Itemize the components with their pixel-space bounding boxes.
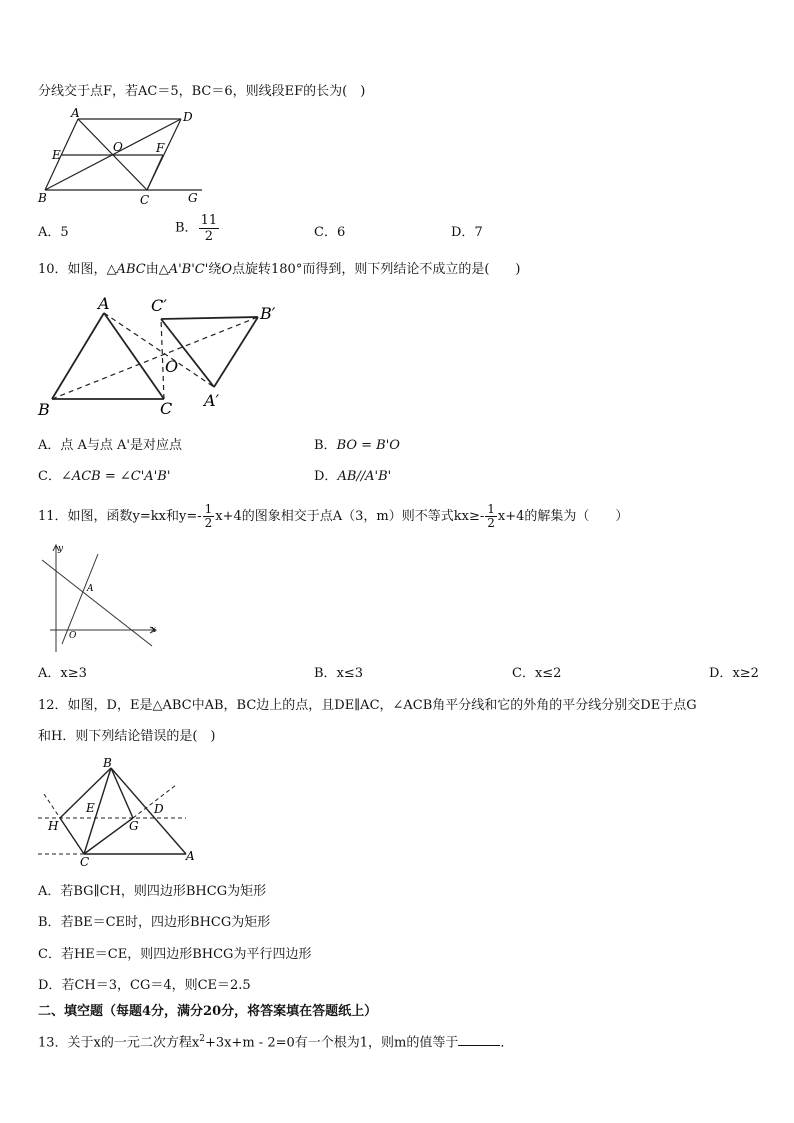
q11-option-b[interactable]: B．x≤3	[314, 666, 364, 681]
q12-label-e: E	[86, 801, 95, 815]
q11-option-c[interactable]: C．x≤2	[512, 666, 562, 681]
q9-option-c[interactable]: C．6	[314, 225, 346, 240]
q9-stem: 分线交于点F，若AC＝5，BC＝6，则线段EF的长为( )	[38, 84, 366, 99]
q13-answer-blank[interactable]	[458, 1033, 500, 1046]
q10-label-c-prime: C′	[151, 296, 167, 315]
q12-stem-line2: 和H．则下列结论错误的是( )	[38, 729, 216, 744]
q10-label-b: B	[38, 400, 50, 418]
q12-label-g: G	[129, 819, 139, 833]
q11-figure	[38, 540, 168, 655]
q12-figure	[36, 757, 201, 869]
q9-label-f: F	[156, 141, 165, 155]
q10-label-o: O	[165, 357, 179, 376]
q12-option-b[interactable]: B．若BE＝CE时，四边形BHCG为矩形	[38, 915, 271, 930]
q10-option-a[interactable]: A．点 A与点 A'是对应点	[38, 438, 183, 453]
q9-label-g: G	[188, 191, 198, 205]
q12-label-d: D	[154, 802, 164, 816]
q9-label-e: E	[52, 148, 61, 162]
q11-label-a: A	[87, 584, 94, 594]
q10-stem: 10．如图，△ABC由△A'B'C'绕O点旋转180°而得到，则下列结论不成立的是( )	[38, 262, 521, 277]
q13-stem: 13．关于x的一元二次方程$x^2+3x+m - 2=0$有一个根为1，则m的值等于 ．	[38, 1034, 514, 1051]
q10-label-b-prime: B′	[260, 304, 276, 323]
q12-label-h: H	[48, 819, 59, 833]
q12-label-c: C	[80, 855, 90, 869]
section2-title: 二、填空题（每题4分，满分20分，将答案填在答题纸上）	[38, 1004, 378, 1019]
q12-option-d[interactable]: D．若CH＝3，CG＝4，则CE＝2.5	[38, 978, 251, 993]
q12-stem-line1: 12．如图，D，E是△ABC中AB，BC边上的点，且DE∥AC，∠ACB角平分线和它的外角的平分线分别交DE于点G	[38, 698, 697, 713]
q12-option-c[interactable]: C．若HE＝CE，则四边形BHCG为平行四边形	[38, 947, 312, 962]
q10-label-a-prime: A′	[204, 391, 220, 410]
q12-label-a: A	[186, 849, 195, 863]
q10-label-c: C	[160, 399, 173, 418]
q11-option-d[interactable]: D．x≥2	[709, 666, 759, 681]
q11-option-a[interactable]: A．x≥3	[38, 666, 87, 681]
q10-option-d[interactable]: D．AB//A'B'	[314, 469, 392, 484]
q10-option-b[interactable]: B．BO = B'O	[314, 438, 400, 453]
q10-label-a: A	[98, 294, 110, 313]
q9-label-d: D	[183, 110, 193, 124]
q11-label-x: x	[151, 625, 157, 635]
q9-figure	[34, 106, 204, 206]
q11-label-o: O	[69, 631, 77, 641]
q9-option-a[interactable]: A．5	[38, 225, 69, 240]
q9-option-b[interactable]: B． $\frac{11}{2}$	[175, 213, 218, 244]
q9-label-c: C	[140, 193, 150, 206]
q9-option-d[interactable]: D．7	[451, 225, 483, 240]
q9-label-b: B	[38, 191, 47, 205]
q9-label-a: A	[71, 106, 80, 120]
q10-figure	[36, 293, 286, 418]
q11-label-y: y	[58, 544, 64, 554]
q12-option-a[interactable]: A．若BG∥CH，则四边形BHCG为矩形	[38, 884, 267, 899]
q9-label-o: O	[113, 140, 123, 154]
q11-stem: 11．如图，函数y=kx和y=- $\frac{1}{2}$ x+4的图象相交于点A（3，m）则不等式kx≥- $\frac{1}{2}$ x+4的解集为（ ）	[38, 502, 629, 530]
q12-label-b: B	[103, 757, 112, 770]
q10-option-c[interactable]: C．∠ACB = ∠C'A'B'	[38, 469, 171, 484]
